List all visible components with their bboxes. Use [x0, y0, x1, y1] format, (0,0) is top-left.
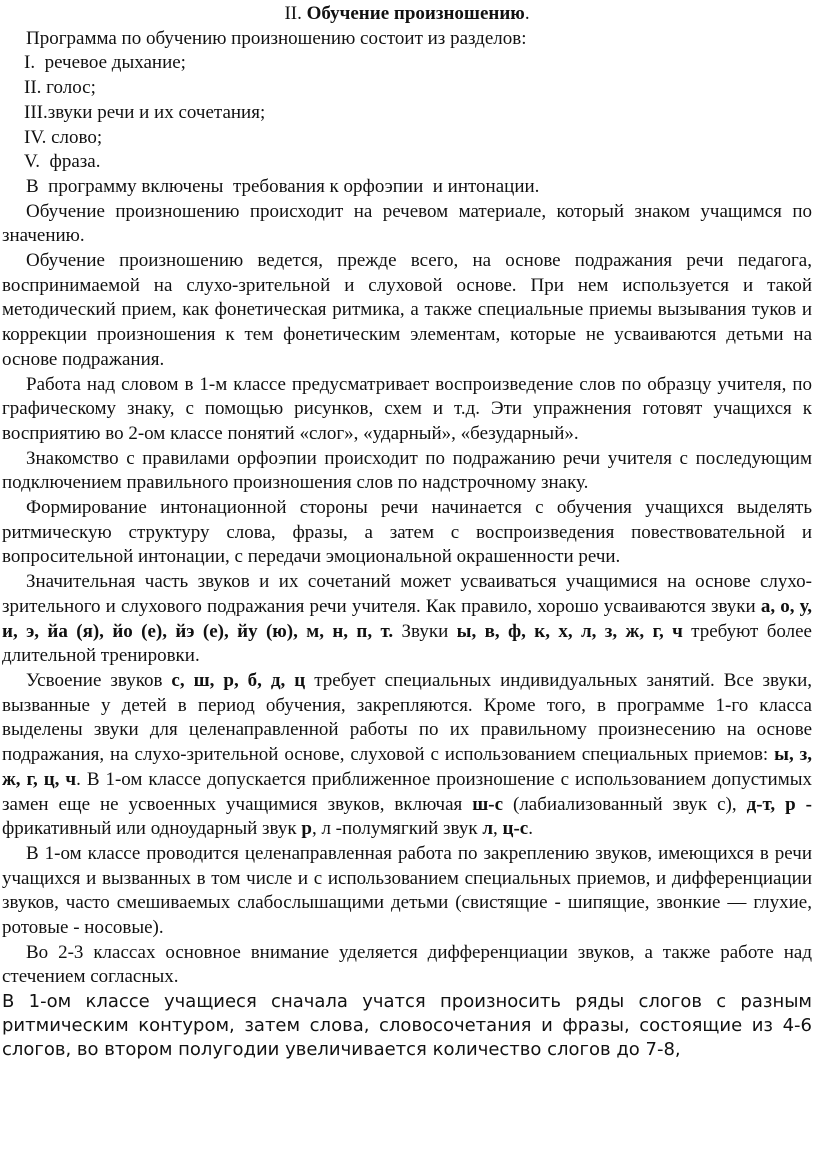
- section-number: III.: [24, 101, 48, 123]
- section-heading: [2, 2, 812, 27]
- bold-sounds: ы, з, ж, г, ц, ч: [2, 744, 812, 790]
- section-text: голос;: [46, 77, 96, 99]
- word-work-paragraph: Работа над словом в 1-м классе предусматривает воспроизведение слов по образцу учителя, по графическому знаку, с помощью рисунков, схем и т.д. Эти упражнения готовят учащихся к восприятию во 2-ом классе понятий «слог», «ударный», «безударный».: [2, 373, 812, 444]
- text-run: Значительная часть звуков и их сочетаний может усваиваться учащимися на основе слухо-зрительного и слухового подражания речи учителя. Как правило, хорошо усваиваются звуки: [2, 571, 812, 617]
- bold-sounds: р: [301, 818, 312, 840]
- bold-sounds: а, о, у, и, э, йа (я), йо (е), йэ (е), йу (ю), м, н, п, т.: [2, 595, 812, 642]
- section-text: слово;: [51, 126, 103, 148]
- intro-paragraph: Программа по обучению произношению состоит из разделов:: [26, 27, 527, 49]
- syllables-paragraph: В 1-ом классе учащиеся сначала учатся произносить ряды слогов с разным ритмическим контуром, затем слова, словосочетания и фразы, состоящие из 4-6 слогов, во втором полугодии увеличивается количество слогов до 7-8,: [2, 991, 812, 1061]
- bold-sounds: ц-с: [502, 818, 529, 840]
- section-text: речевое дыхание;: [44, 52, 186, 74]
- section-number: V.: [24, 151, 41, 173]
- section-number: II.: [24, 77, 42, 99]
- section-list-item: [2, 150, 812, 175]
- section-list-item: [2, 101, 812, 126]
- text-run: фрикативный или одноударный звук: [2, 818, 302, 840]
- section-list-item: [2, 126, 812, 151]
- sounds-paragraph: [2, 570, 812, 669]
- differentiation-paragraph: В 1-ом классе проводится целенаправленная работа по закреплению звуков, имеющихся в речи учащихся и вызванных в том числе и с использованием специальных приемов, и дифференциации звуков, часто смешиваемых слабослышащими детьми (свистящие - шипящие, звонкие — глухие, ротовые - носовые).: [2, 842, 812, 939]
- grades-paragraph: Во 2-3 классах основное внимание уделяется дифференциации звуков, а также работе над стечением согласных.: [2, 941, 812, 988]
- heading-period: .: [524, 3, 530, 24]
- orthoepy-rules-paragraph: Знакомство с правилами орфоэпии происходит по подражанию речи учителя с последующим подключением правильного произношения слов по надстрочному знаку.: [2, 447, 812, 494]
- text-run: , л -полумягкий звук: [311, 818, 483, 840]
- heading-title: Обучение произношению: [306, 3, 525, 24]
- bold-sounds: ы, в, ф, к, х, л, з, ж, г, ч: [456, 620, 683, 642]
- intonation-paragraph: Формирование интонационной стороны речи начинается с обучения учащихся выделять ритмическую структуру слова, фразы, а затем с воспроизведения повествовательной и вопросительной интонации, с передачи эмоциональной окрашенности речи.: [2, 497, 812, 568]
- text-run: (лабиализованный звук с),: [503, 793, 747, 815]
- section-list-item: [2, 51, 812, 76]
- section-number: IV.: [24, 126, 47, 148]
- text-run: требуют более длительной тренировки.: [2, 620, 812, 667]
- text-run: требует специальных индивидуальных занятий. Все звуки, вызванные у детей в период обучения, закрепляются. Кроме того, в программе 1-го класса выделены звуки для целенаправленной работы по их правильному произнесению на основе подражания, на слухо-зрительной основе, слуховой с использованием специальных приемов:: [2, 669, 812, 766]
- material-paragraph: Обучение произношению происходит на речевом материале, который знаком учащимся по значению.: [2, 200, 812, 247]
- heading-number: II.: [284, 3, 302, 24]
- imitation-paragraph: Обучение произношению ведется, прежде всего, на основе подражания речи педагога, воспринимаемой на слухо-зрительной и слуховой основе. При нем используется и такой методический прием, как фонетическая ритмика, а также специальные приемы вызывания туков и коррекции произношения к тем фонетическим элементам, которые не усваиваются детьми на основе подражания.: [2, 250, 812, 370]
- bold-sounds: д-т, р -: [746, 793, 812, 815]
- orthoepy-paragraph: В программу включены требования к орфоэпии и интонации.: [26, 175, 540, 197]
- bold-sounds: с, ш, р, б, д, ц: [171, 669, 306, 691]
- text-run: .: [528, 818, 533, 840]
- text-run: Усвоение звуков: [26, 669, 172, 691]
- section-list-item: [2, 76, 812, 101]
- section-text: фраза.: [49, 151, 101, 173]
- text-run: ,: [493, 818, 503, 840]
- bold-sounds: л: [482, 818, 493, 840]
- text-run: Звуки: [393, 620, 457, 642]
- individual-work-paragraph: [2, 669, 812, 842]
- bold-sounds: ш-с: [472, 793, 504, 815]
- section-text: звуки речи и их сочетания;: [47, 101, 266, 123]
- section-number: I.: [24, 52, 36, 74]
- text-run: . В 1-ом классе допускается приближенное произношение с использованием допустимых замен еще не усвоенных учащимися звуков, включая: [2, 768, 812, 815]
